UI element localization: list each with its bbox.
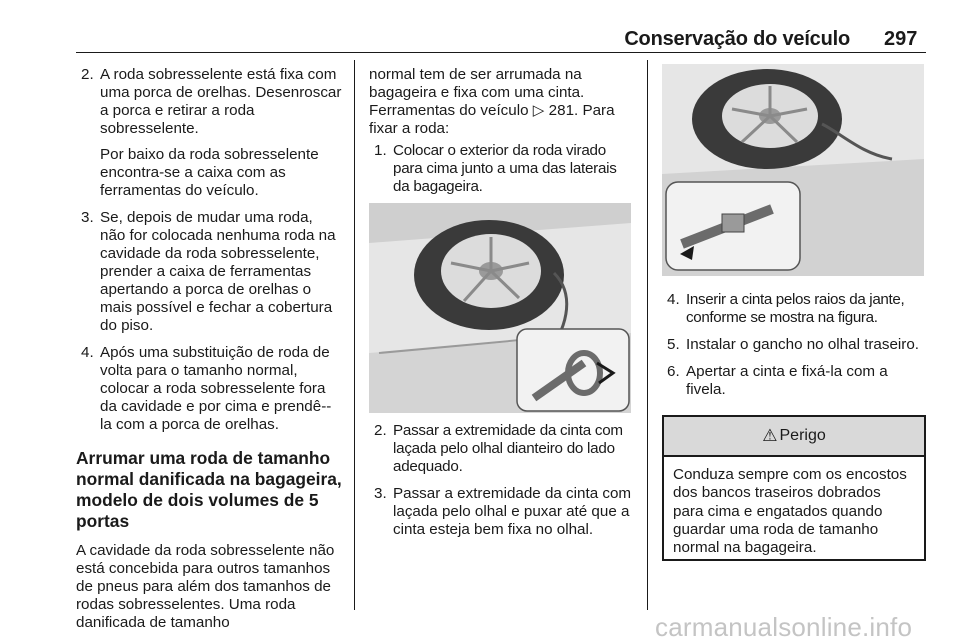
step-number: 3. — [81, 209, 94, 226]
step-number: 4. — [81, 344, 94, 361]
page-reference-text: 281. Para fixar a roda: — [369, 102, 615, 137]
section-title: Conservação do veículo — [624, 28, 850, 50]
step-3 — [76, 209, 342, 335]
step-text: Inserir a cinta pelos raios da jante, conforme se mostra na figura. — [686, 291, 905, 326]
step-number: 5. — [667, 336, 680, 353]
step-text: Por baixo da roda sobresselente encontra-se a caixa com as ferramentas do veículo. — [100, 146, 319, 199]
trunk-wheel-illustration — [369, 203, 631, 413]
column-divider — [354, 60, 355, 610]
step-number: 6. — [667, 363, 680, 380]
column-divider — [647, 60, 648, 610]
warning-header — [664, 417, 924, 457]
step-2 — [76, 66, 342, 200]
intro-text — [369, 66, 635, 138]
fix-step-6 — [662, 363, 926, 399]
step-text: Após uma substituição de roda de volta para o tamanho normal, colocar a roda sobresselente fora da cavidade e por cima e prendê--la com a porca de orelhas. — [100, 344, 332, 433]
step-text: Instalar o gancho no olhal traseiro. — [686, 336, 920, 353]
page-number: 297 — [884, 28, 918, 50]
column-2 — [369, 66, 635, 205]
warning-triangle-icon: ⚠ — [762, 426, 778, 445]
warning-title: Perigo — [779, 427, 826, 444]
strap-wheel-illustration — [662, 64, 924, 276]
step-4 — [76, 344, 342, 434]
header-rule — [76, 52, 926, 53]
strap-through-rim-figure — [662, 64, 924, 276]
step-number: 4. — [667, 291, 680, 308]
column-3 — [662, 291, 926, 408]
step-text: Se, depois de mudar uma roda, não for colocada nenhuma roda na cavidade da roda sobresselente, prender a caixa de ferramentas apertando a porca de orelhas o mais possível e fechar a cobertura do piso. — [100, 209, 336, 334]
step-text: Colocar o exterior da roda virado para cima junto a uma das laterais da bagageira. — [393, 142, 617, 195]
step-number: 2. — [374, 422, 387, 439]
step-text: Passar a extremidade da cinta com laçada pelo olhal e puxar até que a cinta esteja bem fixa no olhal. — [393, 485, 632, 538]
intro-text-part: normal tem de ser arrumada na bagageira e fixa com uma cinta. Ferramentas do veículo — [369, 66, 585, 119]
step-number: 1. — [374, 142, 387, 159]
step-number: 2. — [81, 66, 94, 83]
spare-wheel-in-trunk-figure — [369, 203, 631, 413]
fix-step-1 — [369, 142, 635, 196]
step-text: Apertar a cinta e fixá-la com a fivela. — [686, 363, 888, 398]
fix-step-3 — [369, 485, 635, 539]
column-1 — [76, 66, 342, 632]
fix-step-4 — [662, 291, 926, 327]
fix-step-5 — [662, 336, 926, 354]
column-2-lower — [369, 422, 635, 548]
watermark: carmanualsonline.info — [655, 612, 913, 642]
step-number: 3. — [374, 485, 387, 502]
body-text: A cavidade da roda sobresselente não está concebida para outros tamanhos de pneus para além dos tamanhos de rodas sobresselentes. Uma roda danificada de tamanho — [76, 542, 335, 631]
fix-step-2 — [369, 422, 635, 476]
step-text: A roda sobresselente está fixa com uma porca de orelhas. Desenroscar a porca e retirar a roda sobresselente. — [100, 66, 342, 137]
danger-warning-box — [662, 415, 926, 561]
warning-text: Conduza sempre com os encostos dos bancos traseiros dobrados para cima e engatados quando guardar uma roda de tamanho normal na bagageira. — [673, 466, 907, 557]
page-reference-icon: ▷ — [532, 102, 545, 119]
section-heading: Arrumar uma roda de tamanho normal danificada na bagageira, modelo de dois volumes de 5 portas — [76, 448, 342, 531]
step-text: Passar a extremidade da cinta com laçada pelo olhal dianteiro do lado adequado. — [393, 422, 623, 475]
